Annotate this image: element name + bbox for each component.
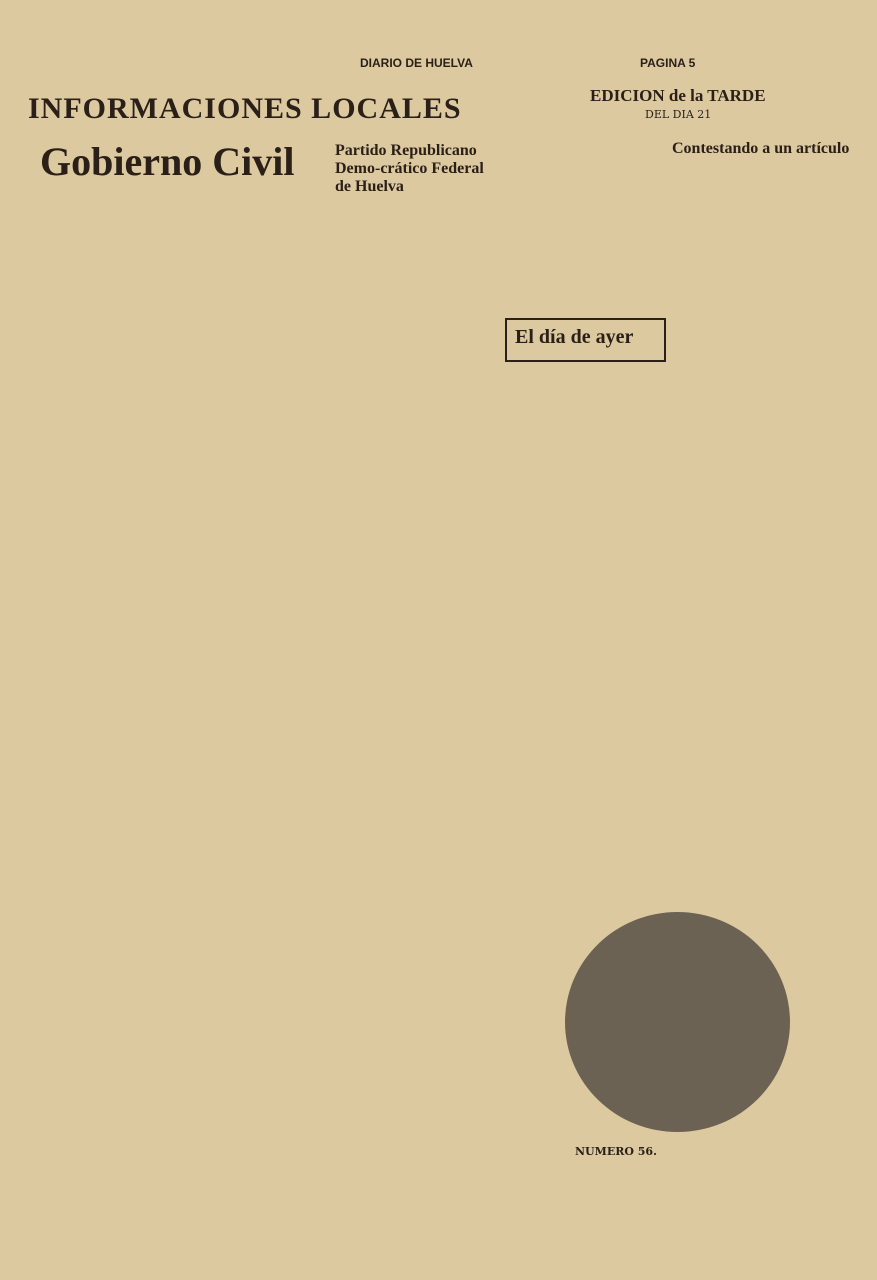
headline-contestando: Contestando a un artículo — [672, 140, 850, 157]
headline-dia: El día de ayer — [515, 326, 634, 348]
edition-day: DEL DIA 21 — [645, 108, 712, 121]
headline-gobierno: Gobierno Civil — [40, 139, 295, 184]
child-photo — [565, 912, 790, 1132]
edition: EDICION de la TARDE — [590, 86, 766, 105]
page-number: PAGINA 5 — [640, 56, 696, 70]
photo-caption: NUMERO 56. — [575, 1145, 657, 1158]
section-title: INFORMACIONES LOCALES — [28, 92, 462, 125]
headline-partido: Partido Republicano Demo-crático Federal de Huelva — [335, 142, 484, 195]
brand: DIARIO DE HUELVA — [360, 56, 473, 70]
